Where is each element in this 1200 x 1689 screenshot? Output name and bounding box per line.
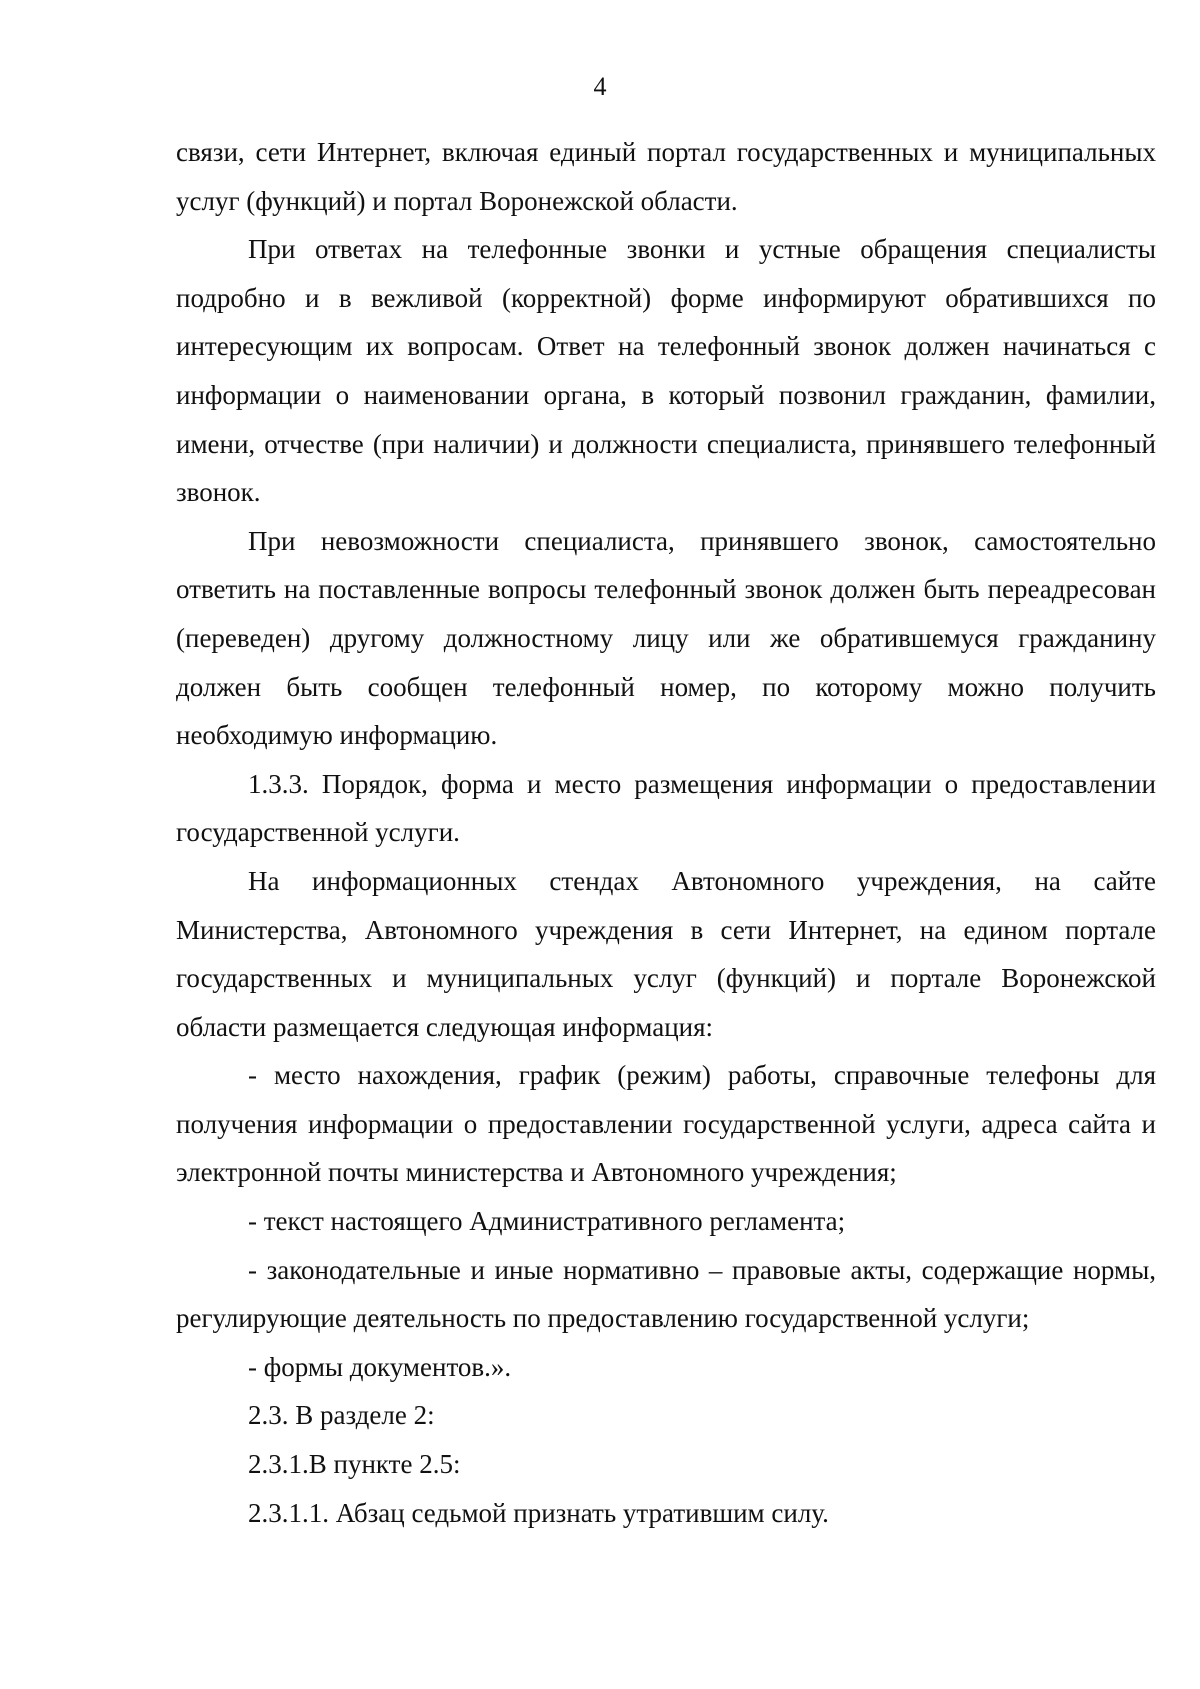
- document-body: [176, 128, 1156, 1537]
- paragraph-call-redirect: При невозможности специалиста, принявшего звонок, самостоятельно ответить на поставленные вопросы телефонный звонок должен быть переадресован (переведен) другому должностному лицу или же обратившемуся гражданину должен быть сообщен телефонный номер, по которому можно получить необходимую информацию.: [176, 525, 1156, 751]
- paragraph-section-1-3-3: 1.3.3. Порядок, форма и место размещения информации о предоставлении государственной услуги.: [176, 768, 1156, 848]
- paragraph-phone-answers: При ответах на телефонные звонки и устные обращения специалисты подробно и в вежливой (корректной) форме информируют обратившихся по интересующим их вопросам. Ответ на телефонный звонок должен начинаться с информации о наименовании органа, в который позвонил гражданин, фамилии, имени, отчестве (при наличии) и должности специалиста, принявшего телефонный звонок.: [176, 234, 1156, 508]
- paragraph-section-2-3: 2.3. В разделе 2:: [248, 1400, 435, 1431]
- paragraph-continuation: связи, сети Интернет, включая единый портал государственных и муниципальных услуг (функций) и портал Воронежской области.: [176, 137, 1156, 216]
- paragraph-section-2-3-1: 2.3.1.В пункте 2.5:: [248, 1449, 461, 1480]
- list-item-document-forms: - формы документов.».: [248, 1351, 512, 1382]
- list-item-legal-acts: - законодательные и иные нормативно – правовые акты, содержащие нормы, регулирующие деятельность по предоставлению государственной услуги;: [176, 1254, 1156, 1334]
- paragraph-info-stands: На информационных стендах Автономного учреждения, на сайте Министерства, Автономного учреждения в сети Интернет, на едином портале государственных и муниципальных услуг (функций) и портале Воронежской области размещается следующая информация:: [176, 865, 1156, 1042]
- list-item-location: - место нахождения, график (режим) работы, справочные телефоны для получения информации о предоставлении государственной услуги, адреса сайта и электронной почты министерства и Автономного учреждения;: [176, 1060, 1156, 1188]
- list-item-regulation-text: - текст настоящего Административного регламента;: [248, 1206, 846, 1237]
- page-number: 4: [593, 72, 607, 101]
- paragraph-section-2-3-1-1: 2.3.1.1. Абзац седьмой признать утратившим силу.: [248, 1497, 829, 1528]
